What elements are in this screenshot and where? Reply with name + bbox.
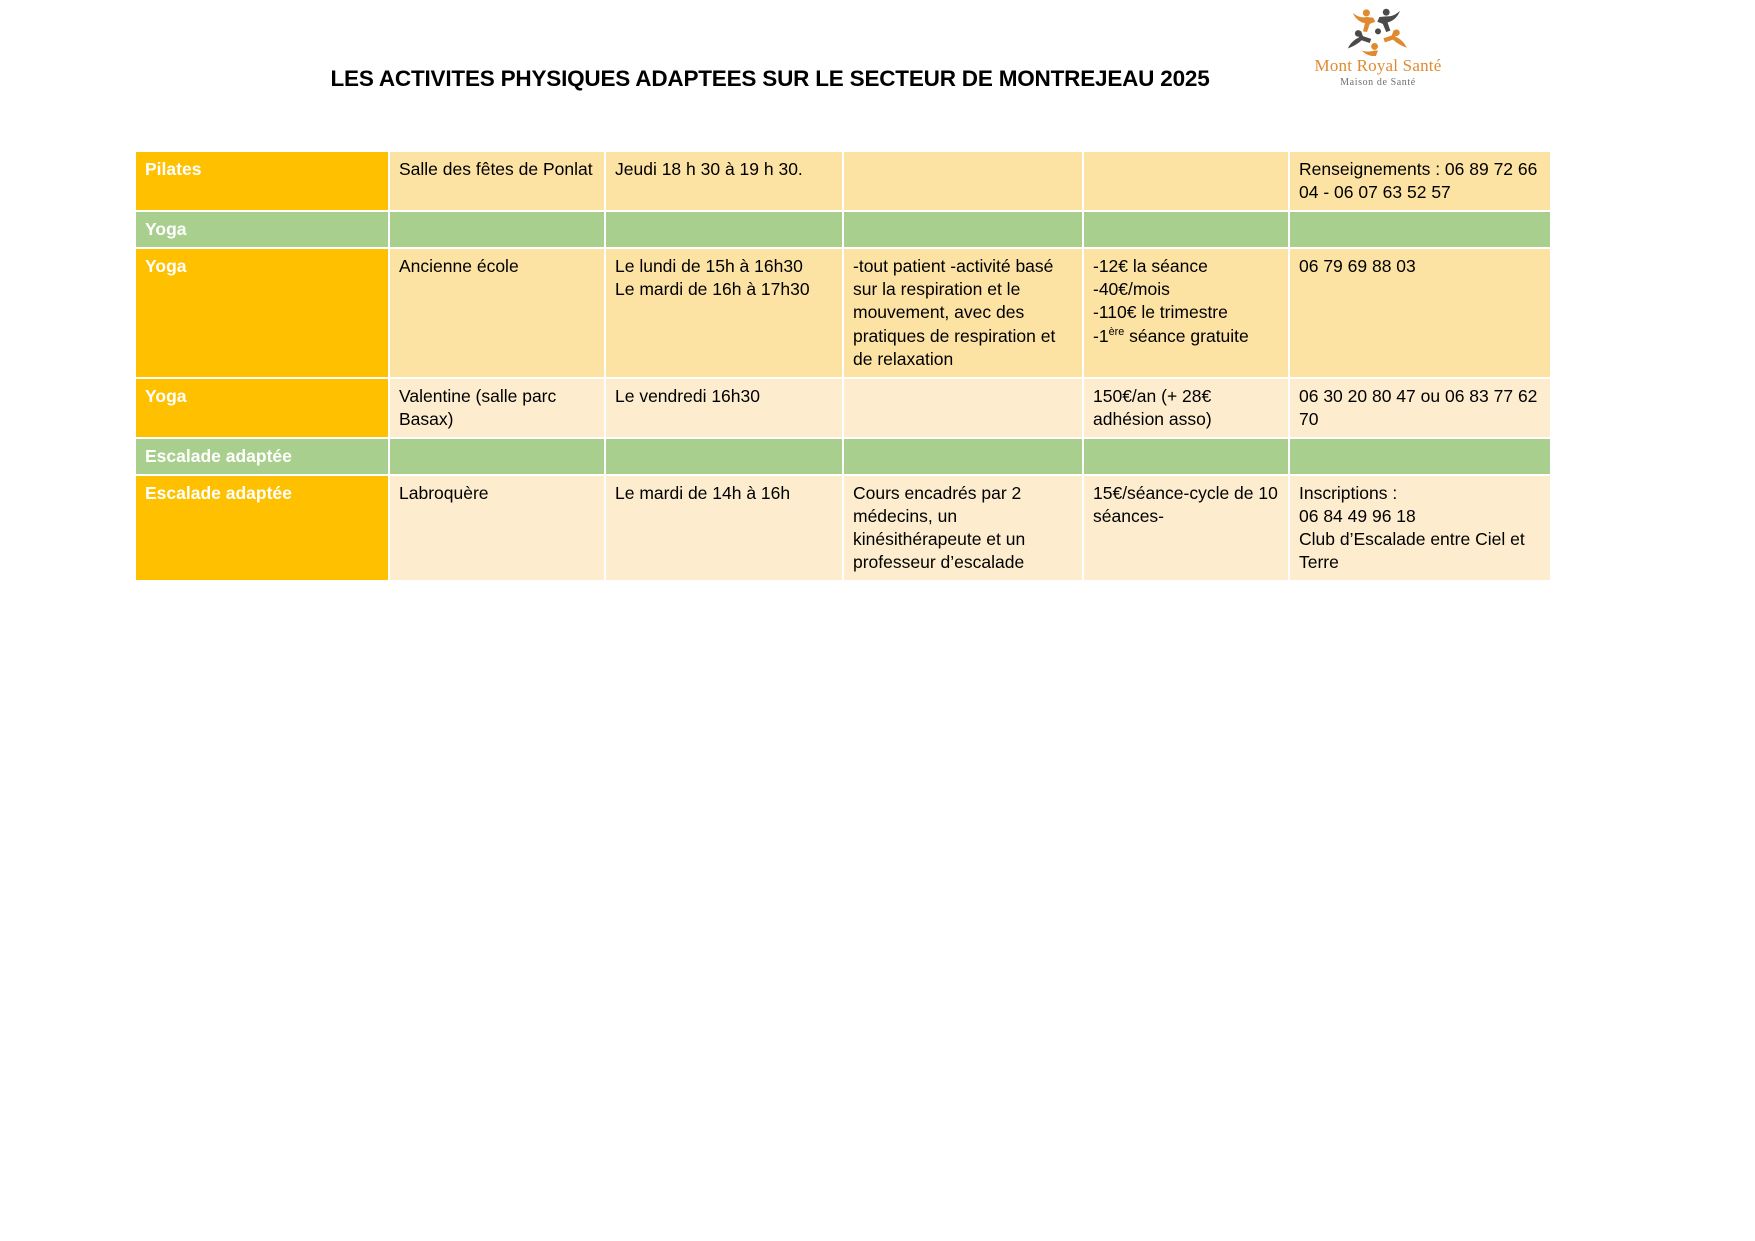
table-row <box>136 152 1550 210</box>
tarif-line-free-session <box>1093 325 1279 348</box>
cell-contact: Inscriptions : 06 84 49 96 18 Club d’Escalade entre Ciel et Terre <box>1290 476 1550 580</box>
cell-lieu: Valentine (salle parc Basax) <box>390 379 604 437</box>
tarif-free-prefix: -1 <box>1093 325 1109 346</box>
separator-cell <box>390 212 604 247</box>
separator-cell <box>390 439 604 474</box>
separator-cell <box>844 212 1082 247</box>
logo <box>1298 4 1458 96</box>
cell-activite: Escalade adaptée <box>136 476 388 580</box>
separator-cell <box>606 212 842 247</box>
cell-tarifs: 150€/an (+ 28€ adhésion asso) <box>1084 379 1288 437</box>
logo-title: Mont Royal Santé <box>1314 56 1442 75</box>
separator-label: Yoga <box>136 212 388 247</box>
logo-subtitle: Maison de Santé <box>1340 76 1416 88</box>
cell-contact: Renseignements : 06 89 72 66 04 - 06 07 63 52 57 <box>1290 152 1550 210</box>
tarif-line: -110€ le trimestre <box>1093 302 1228 323</box>
cell-lieu: Labroquère <box>390 476 604 580</box>
table-row <box>136 476 1550 580</box>
cell-horaires: Le lundi de 15h à 16h30 Le mardi de 16h à 17h30 <box>606 249 842 376</box>
cell-description: -tout patient -activité basé sur la respiration et le mouvement, avec des pratiques de respiration et de relaxation <box>844 249 1082 376</box>
separator-cell <box>1084 439 1288 474</box>
table-row <box>136 379 1550 437</box>
cell-horaires: Jeudi 18 h 30 à 19 h 30. <box>606 152 842 210</box>
cell-tarifs: 15€/séance-cycle de 10 séances- <box>1084 476 1288 580</box>
cell-contact: 06 79 69 88 03 <box>1290 249 1550 376</box>
separator-label: Escalade adaptée <box>136 439 388 474</box>
cell-tarifs <box>1084 249 1288 376</box>
cell-horaires: Le mardi de 14h à 16h <box>606 476 842 580</box>
activities-table <box>134 150 1552 582</box>
cell-description: Cours encadrés par 2 médecins, un kinésithérapeute et un professeur d’escalade <box>844 476 1082 580</box>
table-separator-row <box>136 439 1550 474</box>
tarif-free-suffix: séance gratuite <box>1124 325 1249 346</box>
separator-cell <box>606 439 842 474</box>
separator-cell <box>1290 212 1550 247</box>
cell-description <box>844 152 1082 210</box>
cell-horaires: Le vendredi 16h30 <box>606 379 842 437</box>
separator-cell <box>844 439 1082 474</box>
tarif-free-ordinal: ère <box>1108 325 1125 338</box>
table-separator-row <box>136 212 1550 247</box>
cell-activite: Yoga <box>136 379 388 437</box>
separator-cell <box>1290 439 1550 474</box>
cell-lieu: Ancienne école <box>390 249 604 376</box>
cell-description <box>844 379 1082 437</box>
table-row <box>136 249 1550 376</box>
cell-activite: Yoga <box>136 249 388 376</box>
separator-cell <box>1084 212 1288 247</box>
cell-lieu: Salle des fêtes de Ponlat <box>390 152 604 210</box>
table-body <box>136 152 1550 580</box>
tarif-line: -40€/mois <box>1093 279 1170 300</box>
tarif-line: -12€ la séance <box>1093 256 1208 277</box>
page-title: LES ACTIVITES PHYSIQUES ADAPTEES SUR LE SECTEUR DE MONTREJEAU 2025 <box>330 66 1210 91</box>
cell-tarifs <box>1084 152 1288 210</box>
people-circle-icon <box>1343 4 1413 56</box>
cell-activite: Pilates <box>136 152 388 210</box>
cell-contact: 06 30 20 80 47 ou 06 83 77 62 70 <box>1290 379 1550 437</box>
